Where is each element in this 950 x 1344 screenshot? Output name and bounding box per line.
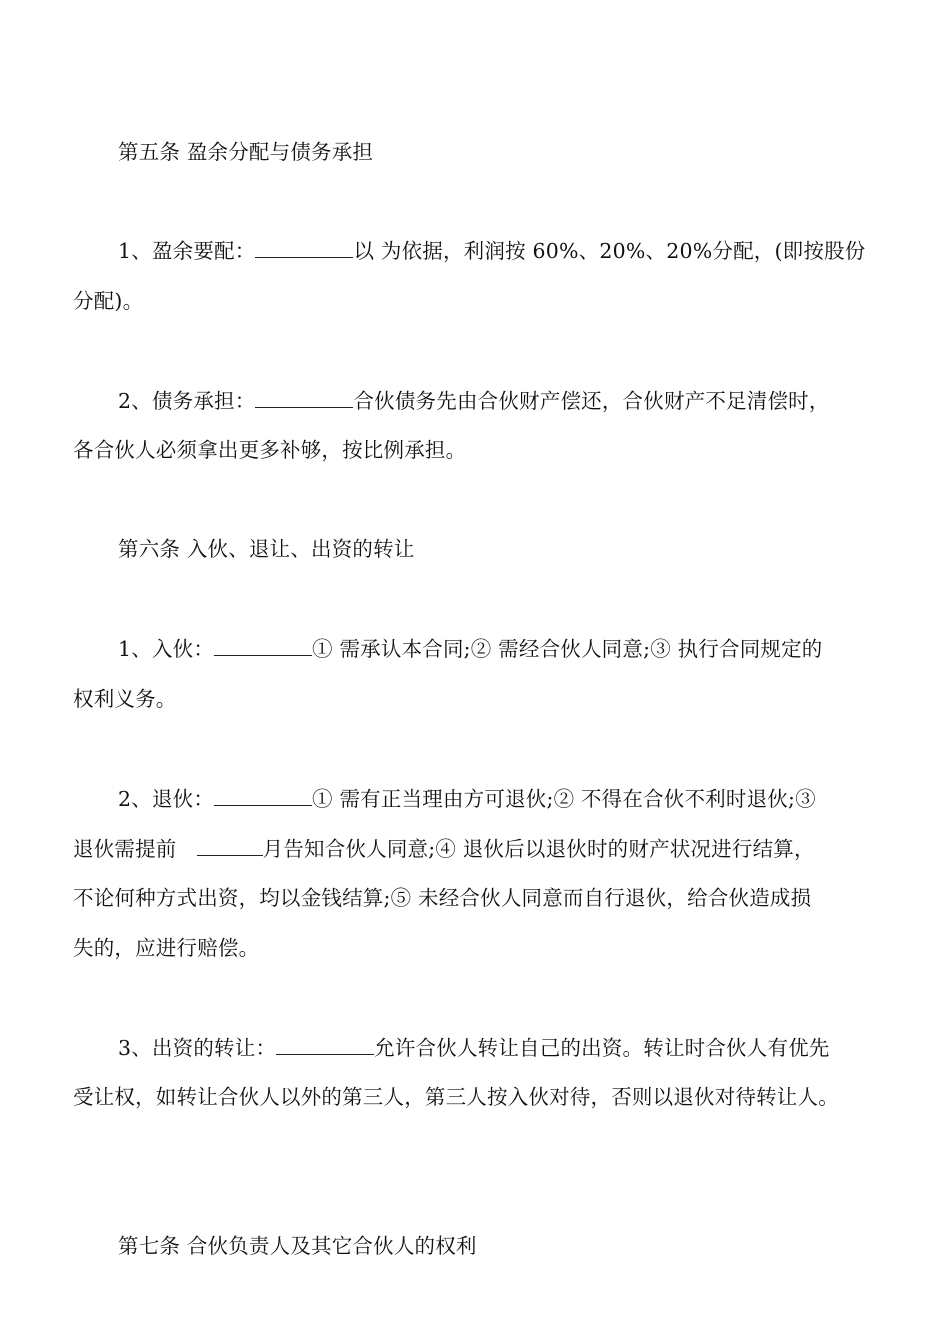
fill-blank bbox=[214, 637, 312, 656]
article6-item3-line1 bbox=[118, 1034, 938, 1062]
article6-item2-line2 bbox=[73, 835, 893, 863]
fill-blank bbox=[214, 787, 312, 806]
article6-item2-text: ① 需有正当理由方可退伙;② 不得在合伙不利时退伙;③ bbox=[312, 787, 816, 811]
article5-item2-text: 合伙债务先由合伙财产偿还，合伙财产不足清偿时， bbox=[353, 389, 830, 413]
fill-blank bbox=[255, 239, 353, 258]
article5-item2-line1 bbox=[118, 387, 938, 415]
article5-item1-line1 bbox=[118, 237, 938, 265]
article6-item1-text: ① 需承认本合同;② 需经合伙人同意;③ 执行合同规定的 bbox=[312, 637, 823, 661]
article6-item2-line1 bbox=[118, 785, 938, 813]
article5-item1-prefix: 1、盈余要配： bbox=[118, 239, 256, 263]
article6-item1-line2: 权利义务。 bbox=[73, 687, 177, 711]
article5-item2-prefix: 2、债务承担： bbox=[118, 389, 256, 413]
article6-item3-text: 允许合伙人转让自己的出资。转让时合伙人有优先 bbox=[374, 1036, 830, 1060]
article6-item2-line4: 失的，应进行赔偿。 bbox=[73, 936, 260, 960]
article6-item1-line1 bbox=[118, 635, 938, 663]
article6-item2-prefix: 2、退伙： bbox=[118, 787, 215, 811]
article5-heading: 第五条 盈余分配与债务承担 bbox=[118, 140, 374, 164]
article6-heading: 第六条 入伙、退让、出资的转让 bbox=[118, 537, 415, 561]
fill-blank bbox=[197, 837, 263, 856]
article7-heading: 第七条 合伙负责人及其它合伙人的权利 bbox=[118, 1234, 477, 1258]
article6-item3-line2: 受让权，如转让合伙人以外的第三人，第三人按入伙对待，否则以退伙对待转让人。 bbox=[73, 1085, 839, 1109]
fill-blank bbox=[255, 389, 353, 408]
article6-item3-prefix: 3、出资的转让： bbox=[118, 1036, 277, 1060]
article6-item2-line2-text: 月告知合伙人同意;④ 退伙后以退伙时的财产状况进行结算， bbox=[262, 837, 815, 861]
fill-blank bbox=[276, 1036, 374, 1055]
article6-item1-prefix: 1、入伙： bbox=[118, 637, 215, 661]
article6-item2-line2-prefix: 退伙需提前 bbox=[73, 837, 184, 861]
article5-item1-line2: 分配)。 bbox=[73, 289, 144, 313]
article5-item2-line2: 各合伙人必须拿出更多补够，按比例承担。 bbox=[73, 438, 467, 462]
article5-item1-text: 以 为依据，利润按 60%、20%、20%分配，(即按股份 bbox=[353, 239, 866, 263]
article6-item2-line3: 不论何种方式出资，均以金钱结算;⑤ 未经合伙人同意而自行退伙，给合伙造成损 bbox=[73, 886, 812, 910]
